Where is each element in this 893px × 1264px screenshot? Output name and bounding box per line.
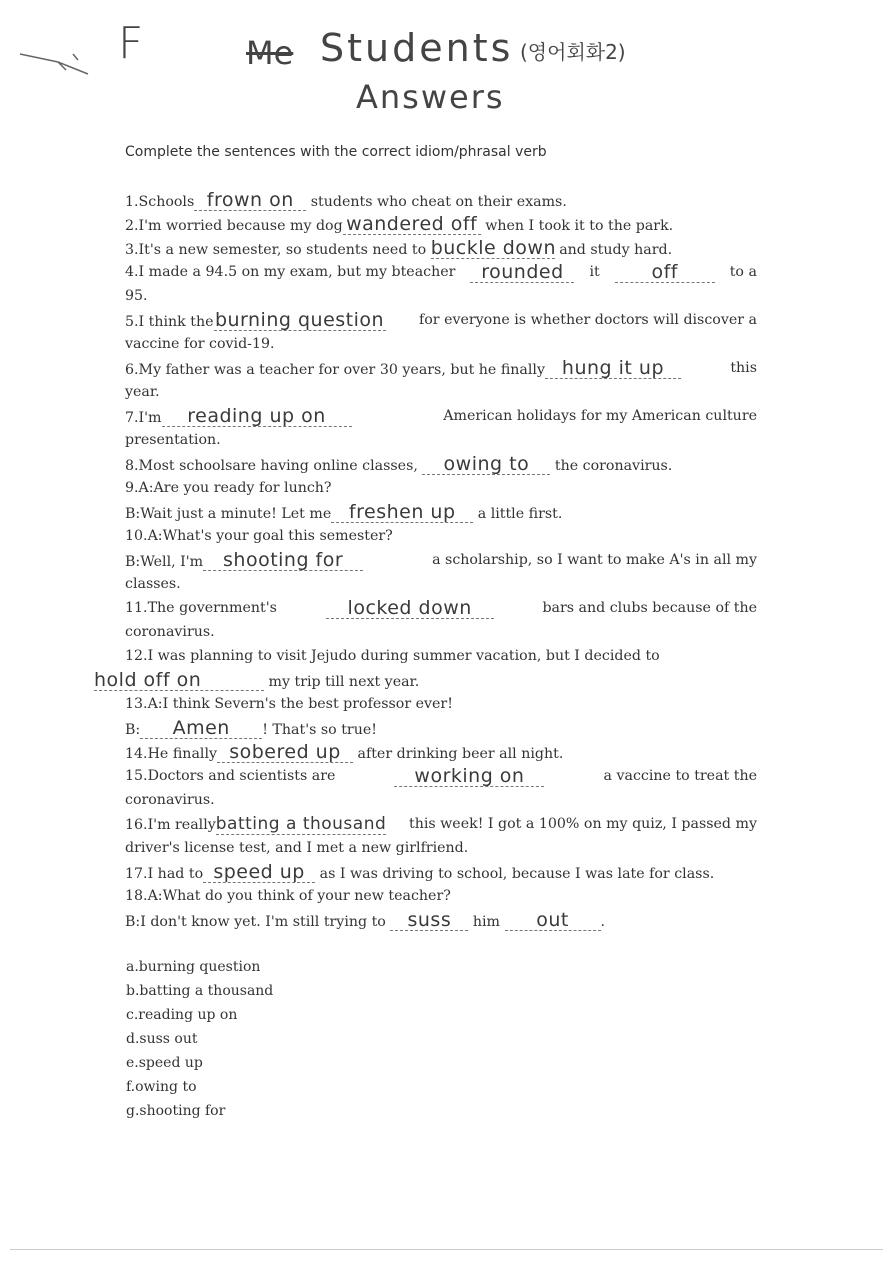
sentence-7 (125, 406, 757, 428)
answer-5: burning question (214, 309, 385, 331)
sentence-14 (125, 742, 563, 764)
sentence-6-end: this (730, 360, 757, 376)
sentence-1 (125, 190, 567, 212)
sentence-15-start: 15.Doctors and scientists are (125, 768, 336, 784)
sentence-5-start: 5.I think the (125, 314, 214, 330)
subtitle: Answers (356, 78, 505, 116)
title: Students (320, 26, 514, 70)
sentence-15 (125, 766, 757, 787)
sentence-18-mid: him (472, 914, 501, 930)
answer-3: buckle down (430, 237, 557, 259)
sentence-12-end: my trip till next year. (268, 674, 420, 690)
answer-8: owing to (422, 454, 550, 475)
sentence-15-continued: coronavirus. (125, 792, 215, 808)
sentence-18-question: 18.A:What do you think of your new teacher? (125, 888, 451, 904)
sentence-7-continued: presentation. (125, 432, 221, 448)
answer-17: speed up (203, 862, 315, 883)
sentence-6-continued: year. (125, 384, 160, 400)
option-b: b.batting a thousand (126, 983, 274, 999)
sentence-11-end: bars and clubs because of the (542, 600, 757, 616)
sentence-5-end: for everyone is whether doctors will discover a (418, 312, 757, 328)
sentence-4-mid: it (589, 264, 600, 280)
answer-11: locked down (326, 598, 494, 619)
sentence-3 (125, 238, 672, 260)
sentence-13-answer (125, 718, 377, 740)
sentence-17-end: as I was driving to school, because I was late for class. (319, 866, 715, 882)
sentence-16 (125, 814, 757, 835)
sentence-13-end: ! That's so true! (262, 722, 377, 738)
sentence-6 (125, 358, 757, 380)
sentence-12: 12.I was planning to visit Jejudo during summer vacation, but I decided to (125, 648, 660, 664)
instructions: Complete the sentences with the correct idiom/phrasal verb (125, 144, 547, 160)
crossed-word-text: Me (246, 34, 294, 72)
sentence-2-end: when I took it to the park. (485, 218, 674, 234)
sentence-5 (125, 310, 757, 332)
sentence-13-question: 13.A:I think Severn's the best professor ever! (125, 696, 453, 712)
sentence-11-start: 11.The government's (125, 600, 277, 616)
sentence-12-continued (94, 670, 419, 692)
answer-13: Amen (140, 718, 262, 739)
answer-15: working on (394, 766, 544, 787)
sentence-10-answer (125, 550, 757, 572)
sentence-6-start: 6.My father was a teacher for over 30 years, but he finally (125, 362, 545, 378)
answer-18b: out (505, 910, 601, 931)
sentence-3-start: 3.It's a new semester, so students need to (125, 242, 427, 258)
sentence-18-end: . (600, 914, 606, 930)
sentence-8-end: the coronavirus. (554, 458, 673, 474)
sentence-8-start: 8.Most schoolsare having online classes, (125, 458, 418, 474)
answer-16: batting a thousand (215, 814, 387, 834)
sentence-18-start: B:I don't know yet. I'm still trying to (125, 914, 386, 930)
answer-2: wandered off (343, 214, 481, 235)
answer-9: freshen up (331, 502, 473, 523)
answer-1: frown on (194, 190, 306, 211)
sentence-9-end: a little first. (477, 506, 563, 522)
sentence-13-start: B: (125, 722, 141, 738)
option-d: d.suss out (126, 1031, 198, 1047)
sentence-10-continued: classes. (125, 576, 181, 592)
sentence-11-continued: coronavirus. (125, 624, 215, 640)
sentence-16-end: this week! I got a 100% on my quiz, I passed my (409, 816, 757, 832)
sentence-1-end: students who cheat on their exams. (310, 194, 567, 210)
sentence-4-end: to a (729, 264, 757, 280)
sentence-7-start: 7.I'm (125, 410, 162, 426)
sentence-10-end: a scholarship, so I want to make A's in all my (432, 552, 757, 568)
sentence-4-start: 4.I made a 94.5 on my exam, but my bteacher (125, 264, 456, 280)
sentence-15-end: a vaccine to treat the (603, 768, 757, 784)
option-g: g.shooting for (126, 1103, 226, 1119)
sentence-2 (125, 214, 673, 236)
sentence-10-start: B:Well, I'm (125, 554, 204, 570)
sentence-16-continued: driver's license test, and I met a new girlfriend. (125, 840, 469, 856)
sentence-14-end: after drinking beer all night. (357, 746, 564, 762)
option-c: c.reading up on (126, 1007, 238, 1023)
answer-7: reading up on (162, 406, 352, 427)
option-a: a.burning question (126, 959, 261, 975)
sentence-7-end: American holidays for my American culture (443, 408, 757, 424)
sentence-11 (125, 598, 757, 619)
sentence-9-question: 9.A:Are you ready for lunch? (125, 480, 332, 496)
answer-18a: suss (390, 910, 468, 931)
option-f: f.owing to (126, 1079, 197, 1095)
sentence-10-question: 10.A:What's your goal this semester? (125, 528, 393, 544)
answer-6: hung it up (545, 358, 681, 379)
grade-mark: F (118, 18, 144, 69)
sentence-17-start: 17.I had to (125, 866, 204, 882)
class-note: (영어회화2) (520, 40, 626, 64)
sentence-8 (125, 454, 672, 476)
sentence-9-start: B:Wait just a minute! Let me (125, 506, 332, 522)
sentence-17 (125, 862, 714, 884)
pen-scribble-mark (18, 40, 98, 90)
sentence-4 (125, 262, 757, 283)
scan-edge-line (10, 1249, 883, 1250)
sentence-1-start: 1.Schools (125, 194, 195, 210)
answer-14: sobered up (217, 742, 353, 763)
answer-12: hold off on (94, 670, 264, 691)
sentence-9-answer (125, 502, 562, 524)
sentence-4-continued: 95. (125, 288, 148, 304)
sentence-5-continued: vaccine for covid-19. (125, 336, 275, 352)
option-e: e.speed up (126, 1055, 203, 1071)
sentence-14-start: 14.He finally (125, 746, 217, 762)
sentence-2-start: 2.I'm worried because my dog (125, 218, 343, 234)
answer-4b: off (615, 262, 715, 283)
crossed-word (246, 34, 293, 72)
sentence-16-start: 16.I'm really (125, 817, 216, 833)
answer-10: shooting for (203, 550, 363, 571)
answer-4a: rounded (470, 262, 574, 283)
sentence-3-end: and study hard. (559, 242, 673, 258)
sentence-18-answer (125, 910, 605, 932)
